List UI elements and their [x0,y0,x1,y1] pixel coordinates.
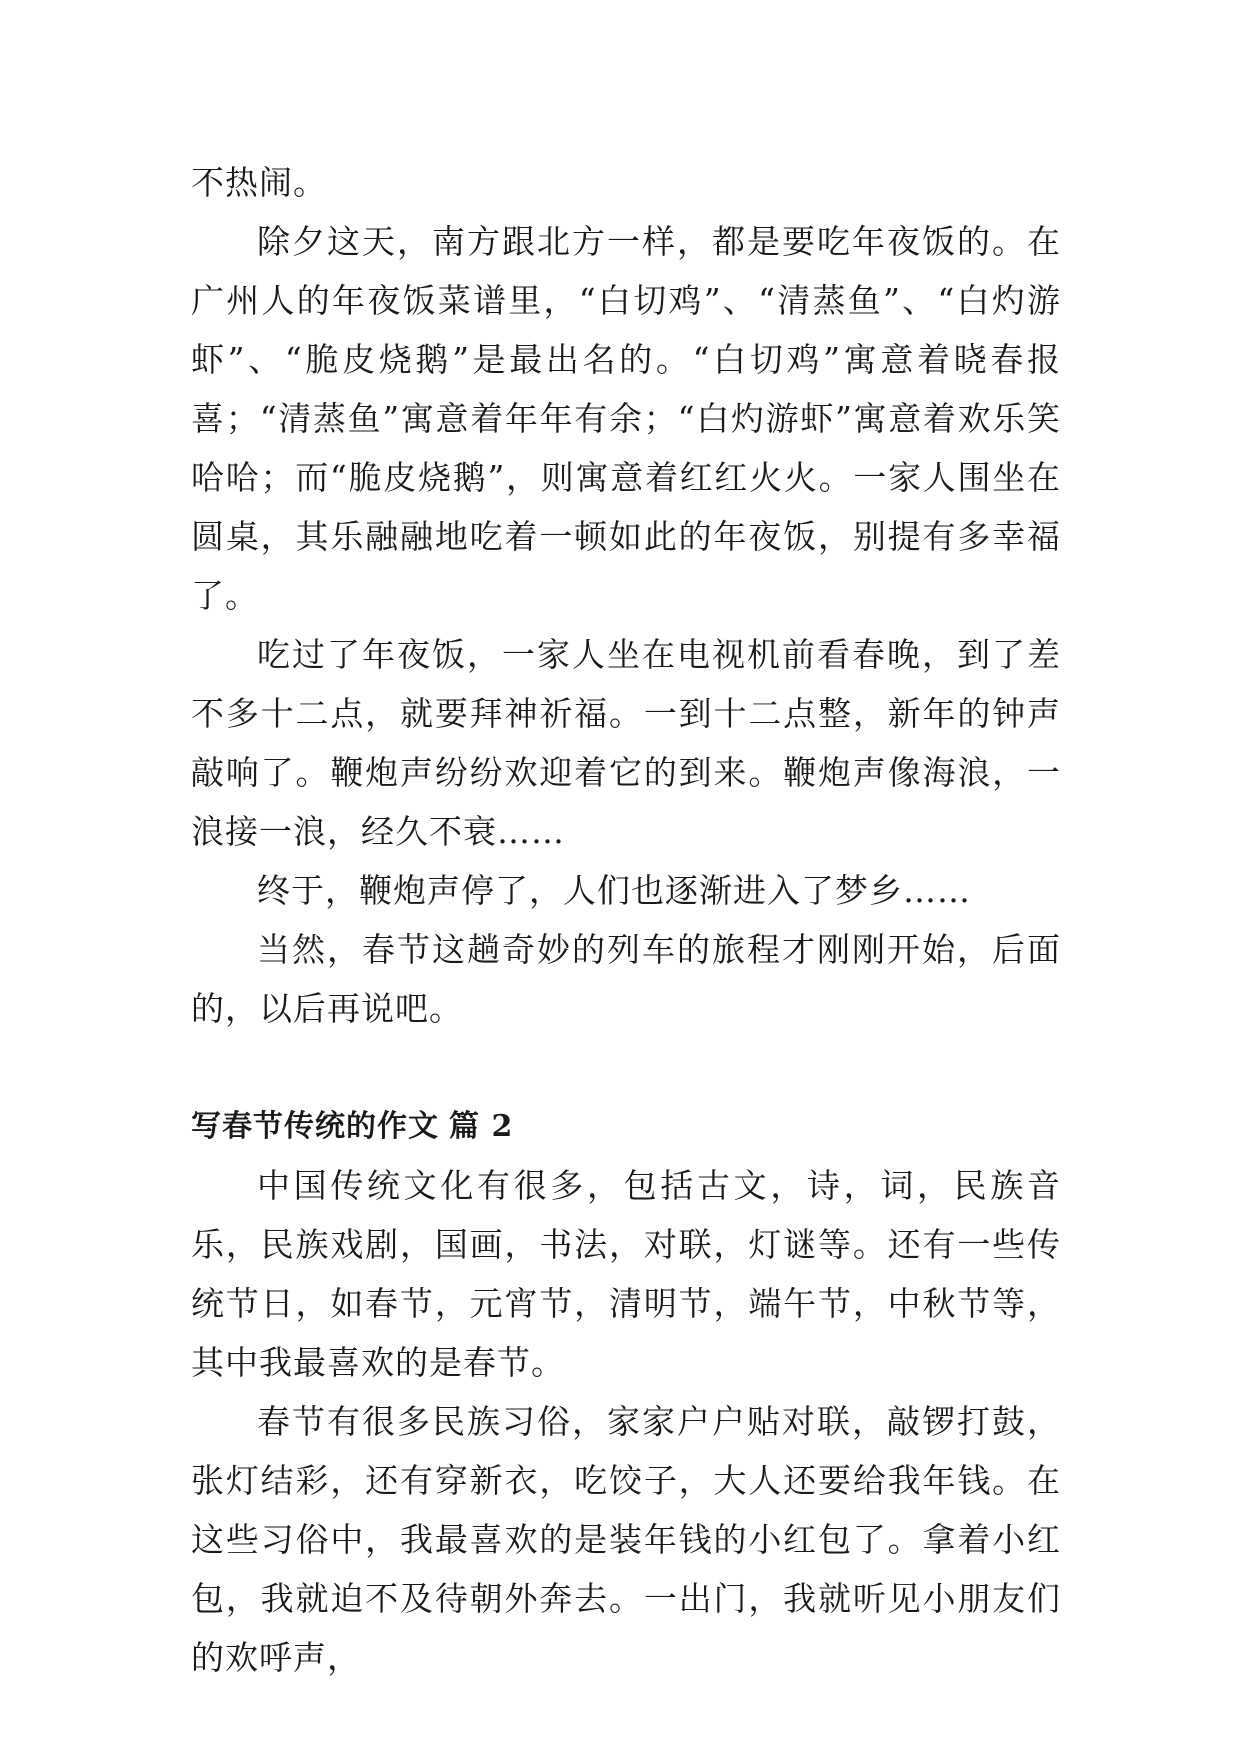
paragraph: 不热闹。 [191,163,327,202]
section-number: 篇 2 [449,1109,514,1144]
paragraph: 春节有很多民族习俗，家家户户贴对联，敲锣打鼓，张灯结彩，还有穿新衣，吃饺子，大人还要给我年钱。在这些习俗中，我最喜欢的是装年钱的小红包了。拿着小红包，我就迫不及待朝外奔去。一出门，我就听见小朋友们的欢呼声， [191,1402,1061,1677]
paragraph: 中国传统文化有很多，包括古文，诗，词，民族音乐，民族戏剧，国画，书法，对联，灯谜等。还有一些传统节日，如春节，元宵节，清明节，端午节，中秋节等，其中我最喜欢的是春节。 [191,1166,1061,1382]
paragraph: 终于，鞭炮声停了，人们也逐渐进入了梦乡…… [257,871,971,910]
document-body [191,153,1061,1687]
section-heading [191,1097,1061,1156]
paragraph: 吃过了年夜饭，一家人坐在电视机前看春晚，到了差不多十二点，就要拜神祈福。一到十二点整，新年的钟声敲响了。鞭炮声纷纷欢迎着它的到来。鞭炮声像海浪，一浪接一浪，经久不衰…… [191,635,1061,851]
section-title: 写春节传统的作文 [191,1109,439,1144]
paragraph: 当然，春节这趟奇妙的列车的旅程才刚刚开始，后面的，以后再说吧。 [191,930,1061,1028]
paragraph: 除夕这天，南方跟北方一样，都是要吃年夜饭的。在广州人的年夜饭菜谱里，“白切鸡”、“清蒸鱼”、“白灼游虾”、“脆皮烧鹅”是最出名的。“白切鸡”寓意着晓春报喜；“清蒸鱼”寓意着年年有余；“白灼游虾”寓意着欢乐笑哈哈；而“脆皮烧鹅”，则寓意着红红火火。一家人围坐在圆桌，其乐融融地吃着一顿如此的年夜饭，别提有多幸福了。 [191,222,1061,615]
